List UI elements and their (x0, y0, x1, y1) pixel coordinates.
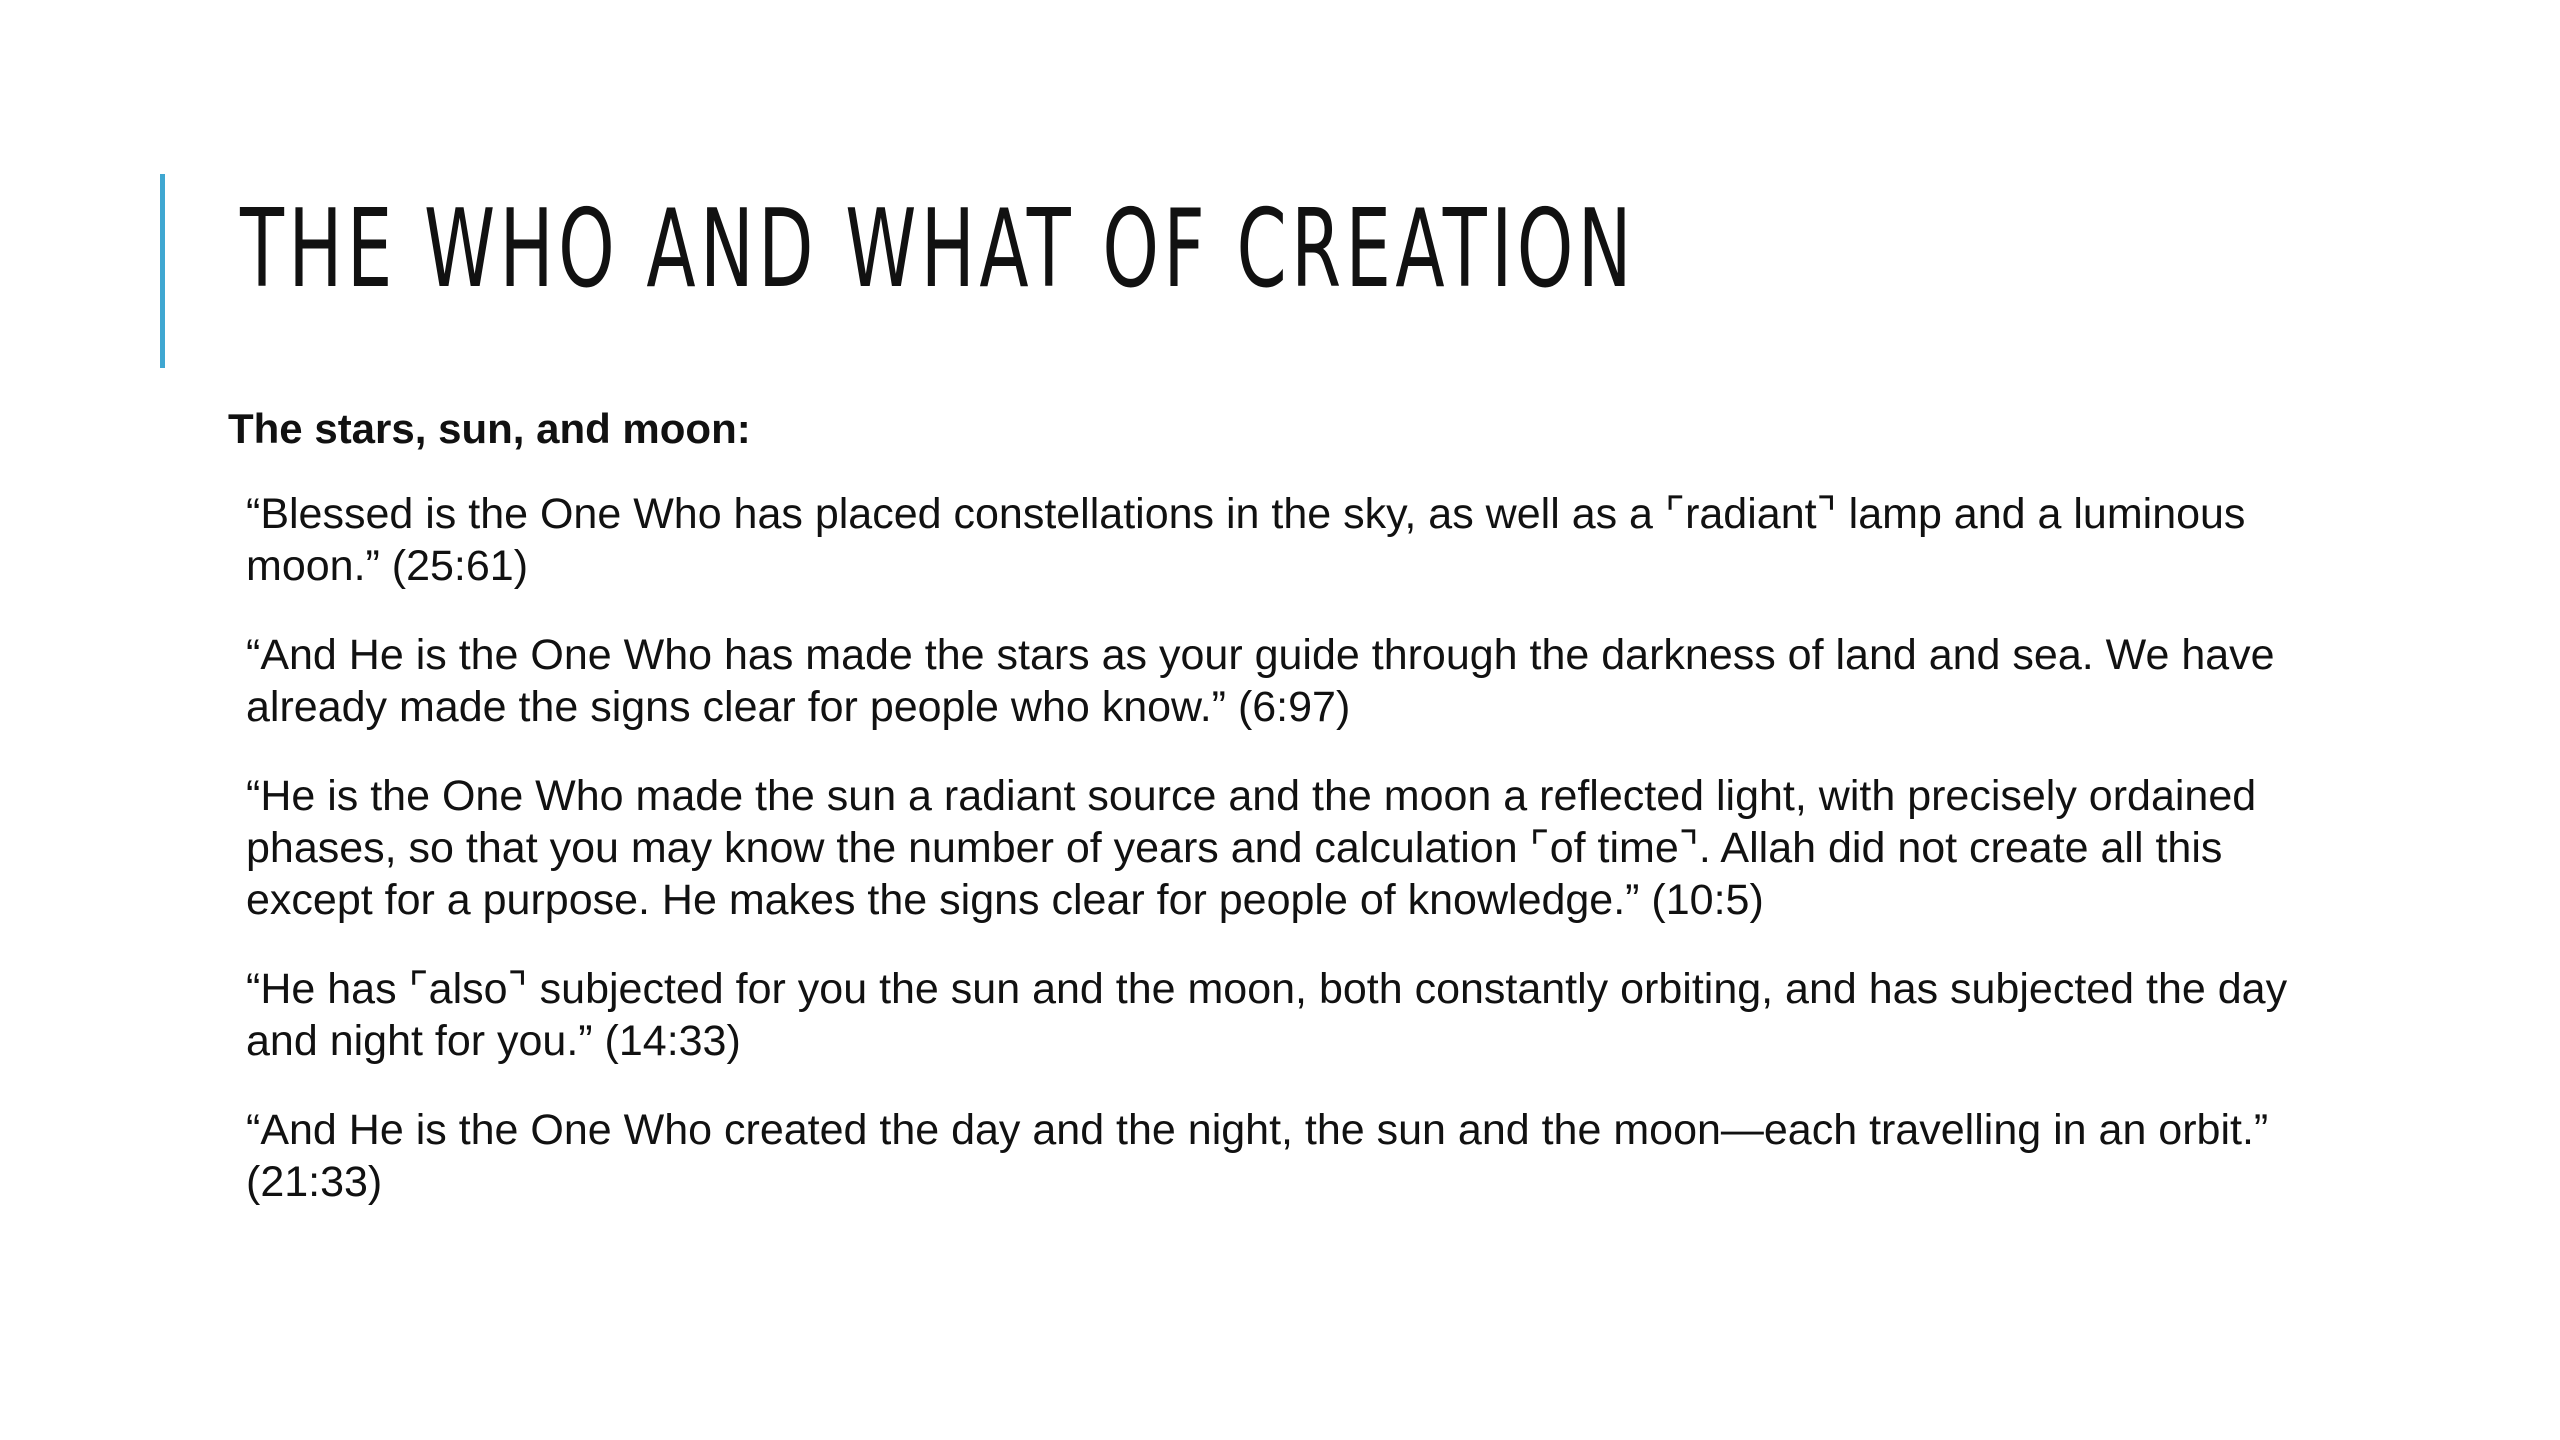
section-subheading: The stars, sun, and moon: (228, 405, 751, 452)
quote-6-97: “And He is the One Who has made the stars as your guide through the darkness of land and sea. We have already made the signs clear for people who know.” (6:97) (246, 631, 2275, 732)
slide-content (228, 404, 2288, 1245)
quote-list (228, 488, 2288, 1208)
quote-21-33: “And He is the One Who created the day and the night, the sun and the moon—each travelling in an orbit.” (21:33) (246, 1106, 2269, 1207)
quote-25-61: “Blessed is the One Who has placed constellations in the sky, as well as a ⌜radiant⌝ lamp and a luminous moon.” (25:61) (246, 490, 2246, 591)
quote-10-5: “He is the One Who made the sun a radiant source and the moon a reflected light, with precisely ordained phases, so that you may know the number of years and calculation ⌜of time⌝. Allah did not create all this except for a purpose. He makes the signs clear for people of knowledge.” (10:5) (246, 772, 2257, 925)
quote-14-33: “He has ⌜also⌝ subjected for you the sun and the moon, both constantly orbiting, and has subjected the day and night for you.” (14:33) (246, 965, 2288, 1066)
title-accent-bar (160, 174, 165, 368)
slide-title: THE WHO AND WHAT OF CREATION (240, 187, 1636, 312)
